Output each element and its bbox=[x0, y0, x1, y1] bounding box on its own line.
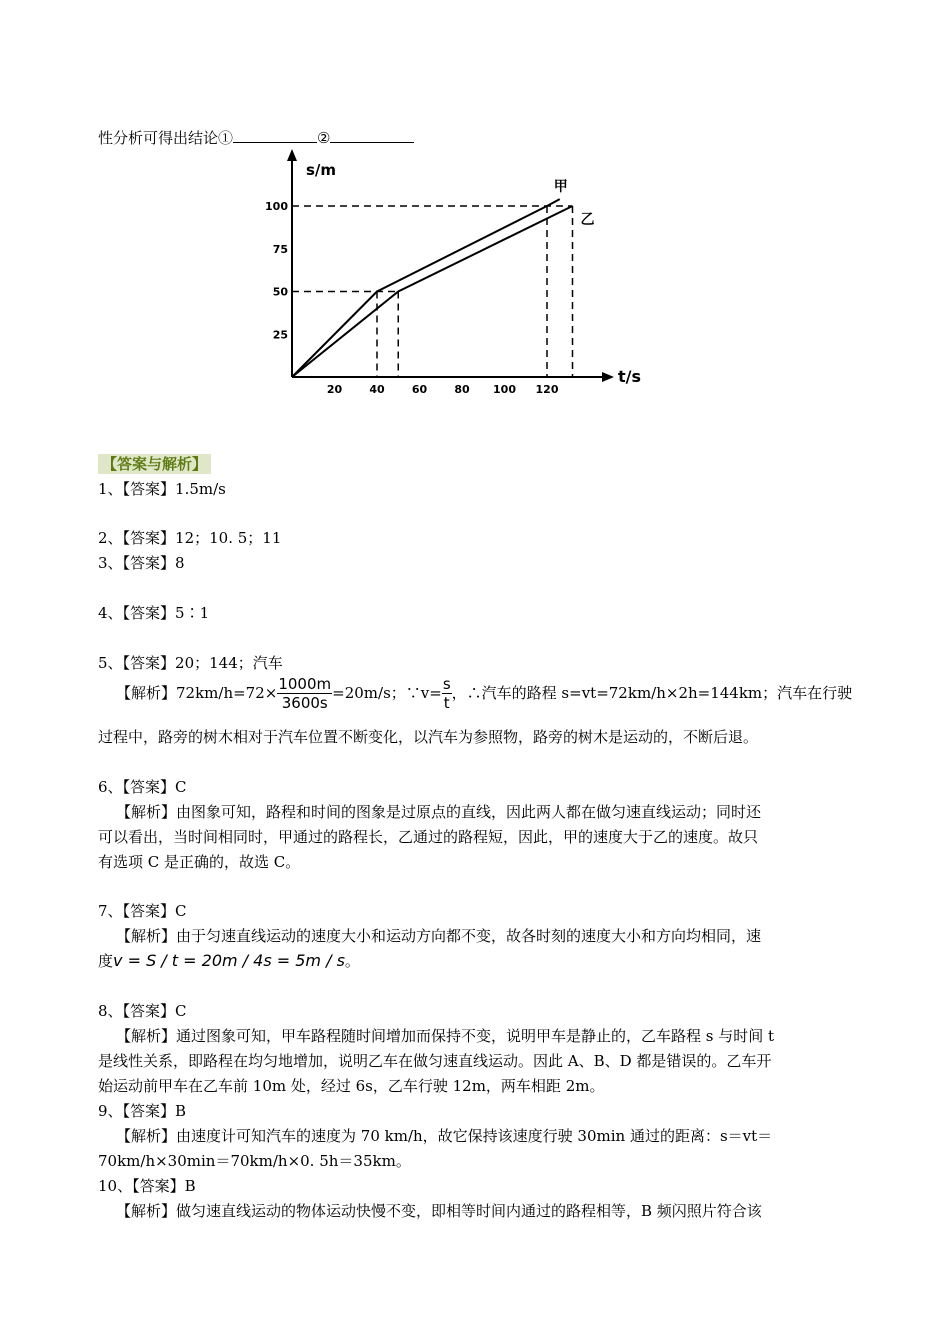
analysis-9-line-2: 70km/h×30min＝70km/h×0. 5h＝35km。 bbox=[98, 1152, 411, 1170]
answer-6: 6、【答案】C bbox=[98, 778, 187, 796]
y-tick-label: 25 bbox=[272, 328, 288, 342]
analysis-6-line-3: 有选项 C 是正确的，故选 C。 bbox=[98, 853, 301, 871]
x-axis-arrow-icon bbox=[602, 372, 614, 382]
analysis-5-line-2: 过程中，路旁的树木相对于汽车位置不断变化，以汽车为参照物，路旁的树木是运动的，不断后退。 bbox=[98, 728, 759, 746]
analysis-6-line-2: 可以看出，当时间相同时，甲通过的路程长，乙通过的路程短，因此，甲的速度大于乙的速度。故只 bbox=[98, 828, 759, 846]
question-text: 性分析可得出结论① bbox=[98, 129, 234, 147]
x-tick-label: 40 bbox=[369, 383, 385, 396]
y-axis-arrow-icon bbox=[287, 149, 297, 161]
analysis-7-line-1: 【解析】由于匀速直线运动的速度大小和运动方向都不变，故各时刻的速度大小和方向均相同，速 bbox=[116, 927, 762, 945]
series-label-2: 乙 bbox=[580, 212, 595, 228]
answer-2: 2、【答案】12；10. 5；11 bbox=[98, 529, 282, 547]
analysis-6-line-1: 【解析】由图象可知，路程和时间的图象是过原点的直线，因此两人都在做匀速直线运动；同时还 bbox=[116, 803, 762, 821]
answer-5: 5、【答案】20；144；汽车 bbox=[98, 654, 283, 672]
analysis-7-line-2: 度v = S / t = 20m / 4s = 5m / s。 bbox=[98, 951, 360, 970]
question-mid: ② bbox=[317, 129, 331, 147]
answer-blank-2[interactable] bbox=[330, 128, 414, 143]
answer-7: 7、【答案】C bbox=[98, 902, 187, 920]
analysis-10-line-1: 【解析】做匀速直线运动的物体运动快慢不变，即相等时间内通过的路程相等，B 频闪照片符合该 bbox=[116, 1202, 762, 1220]
y-tick-label: 75 bbox=[272, 242, 288, 256]
answer-blank-1[interactable] bbox=[233, 128, 317, 143]
x-tick-label: 80 bbox=[454, 383, 470, 396]
answer-4: 4、【答案】5∶1 bbox=[98, 604, 210, 622]
y-axis-label: s/m bbox=[306, 161, 337, 179]
analysis-9-line-1: 【解析】由速度计可知汽车的速度为 70 km/h，故它保持该速度行驶 30min 通过的距离：s＝vt＝ bbox=[116, 1127, 773, 1145]
x-axis-label: t/s bbox=[618, 367, 642, 386]
y-tick-label: 100 bbox=[265, 200, 288, 213]
answer-10: 10、【答案】B bbox=[98, 1177, 196, 1195]
answer-3: 3、【答案】8 bbox=[98, 554, 185, 572]
analysis-8-line-3: 始运动前甲车在乙车前 10m 处，经过 6s，乙车行驶 12m，两车相距 2m。 bbox=[98, 1077, 605, 1095]
answer-9: 9、【答案】B bbox=[98, 1102, 187, 1120]
answer-1: 1、【答案】1.5m/s bbox=[98, 480, 226, 498]
x-tick-label: 60 bbox=[411, 383, 428, 396]
section-title: 【答案与解析】 bbox=[98, 453, 211, 474]
series-label-1: 甲 bbox=[553, 179, 568, 196]
analysis-8-line-1: 【解析】通过图象可知，甲车路程随时间增加而保持不变，说明甲车是静止的，乙车路程 s 与时间 t bbox=[116, 1027, 775, 1045]
x-tick-label: 120 bbox=[535, 383, 559, 396]
fraction-speed: $\frac{s}{t}$ bbox=[442, 675, 451, 712]
fraction-unit-conversion: $\frac{1000m}{3600s}$ bbox=[278, 675, 332, 712]
x-tick-label: 100 bbox=[493, 383, 516, 396]
speed-formula: v = S / t = 20m / 4s = 5m / s bbox=[113, 951, 345, 970]
series-line-1 bbox=[292, 199, 560, 377]
x-tick-label: 20 bbox=[326, 383, 343, 396]
analysis-5-line-1: 【解析】72km/h=72× $\frac{1000m}{3600s}$ =20m/s；∵v= $\frac{s}{t}$ ，∴汽车的路程 s=vt=72km/h×2h=144km；汽车在行驶 bbox=[116, 675, 853, 712]
y-tick-label: 50 bbox=[272, 285, 288, 299]
distance-time-chart bbox=[250, 145, 660, 400]
answer-8: 8、【答案】C bbox=[98, 1002, 187, 1020]
analysis-8-line-2: 是线性关系，即路程在均匀地增加，说明乙车在做匀速直线运动。因此 A、B、D 都是错误的。乙车开 bbox=[98, 1052, 772, 1070]
